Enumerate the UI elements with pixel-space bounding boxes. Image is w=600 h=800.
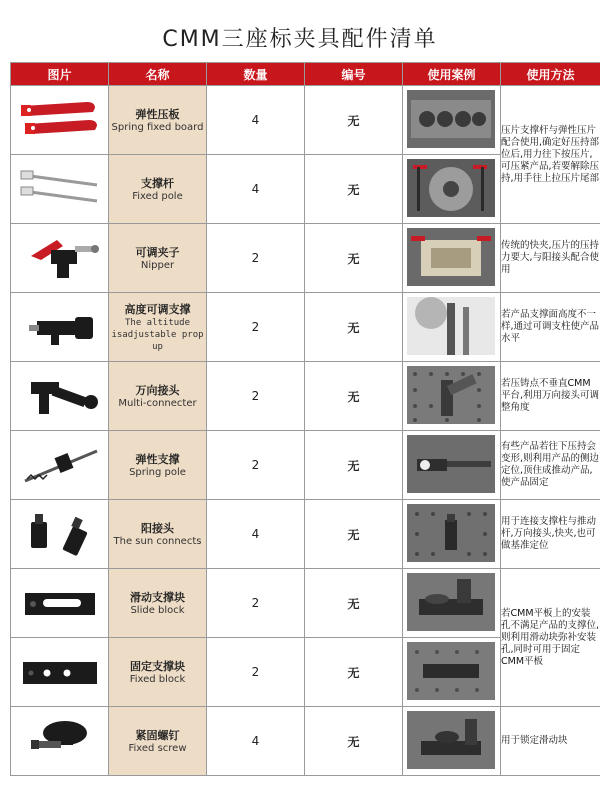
part-quantity: 4 [207, 707, 305, 776]
header-use-case: 使用案例 [403, 63, 501, 86]
part-name-zh: 阳接头 [141, 522, 174, 535]
part-name-cell [109, 362, 207, 431]
header-image: 图片 [11, 63, 109, 86]
part-name-en: The altitude isadjustable prop up [111, 318, 204, 352]
table-row [11, 362, 600, 431]
spring-pole-icon [17, 437, 103, 493]
part-quantity: 2 [207, 293, 305, 362]
part-quantity: 4 [207, 86, 305, 155]
part-method: 用于锁定滑动块 [501, 707, 600, 776]
part-image [11, 500, 109, 569]
sun-connect-icon [17, 506, 103, 562]
part-name-en: Slide block [130, 605, 185, 616]
part-name-cell [109, 293, 207, 362]
part-code: 无 [305, 638, 403, 707]
altitude-prop-icon [17, 299, 103, 355]
parts-table [10, 62, 600, 776]
part-image [11, 362, 109, 431]
spring-clamp-icon [17, 92, 103, 148]
part-name-en: Fixed pole [132, 191, 183, 202]
part-quantity: 4 [207, 155, 305, 224]
table-row [11, 86, 600, 155]
fixed-block-icon [17, 644, 103, 700]
part-quantity: 2 [207, 431, 305, 500]
part-name-zh: 滑动支撑块 [130, 591, 185, 604]
table-row [11, 431, 600, 500]
part-name-zh: 紧固螺钉 [135, 729, 180, 742]
part-name-cell [109, 86, 207, 155]
part-name-en: Spring pole [129, 467, 186, 478]
part-name-zh: 弹性支撑 [135, 453, 180, 466]
part-image [11, 431, 109, 500]
part-name-cell [109, 155, 207, 224]
part-image [11, 155, 109, 224]
use-case-photo [403, 707, 501, 776]
part-name-en: Multi-connecter [118, 398, 197, 409]
table-row [11, 500, 600, 569]
part-method: 用于连接支撑柱与推动杆,万向接头,快夹,也可做基准定位 [501, 500, 600, 569]
part-code: 无 [305, 293, 403, 362]
part-code: 无 [305, 431, 403, 500]
part-name-zh: 固定支撑块 [130, 660, 185, 673]
slide-block-icon [17, 575, 103, 631]
part-code: 无 [305, 707, 403, 776]
part-method: 若压铸点不垂直CMM平台,利用万向接头可调整角度 [501, 362, 600, 431]
part-method: 有些产品若往下压持会变形,则利用产品的侧边定位,顶住成推动产品,使产品固定 [501, 431, 600, 500]
part-name-zh: 高度可调支撑 [124, 303, 191, 316]
header-name: 名称 [109, 63, 207, 86]
part-code: 无 [305, 224, 403, 293]
part-method: 若CMM平板上的安装孔不满足产品的支撑位,则利用滑动块弥补安装孔,同时可用于固定CMM平板 [501, 569, 600, 707]
part-name-cell [109, 638, 207, 707]
use-case-photo [403, 86, 501, 155]
multi-connecter-icon [17, 368, 103, 424]
part-code: 无 [305, 155, 403, 224]
part-name-en: Fixed block [129, 674, 186, 685]
use-case-photo [403, 500, 501, 569]
part-code: 无 [305, 362, 403, 431]
part-code: 无 [305, 500, 403, 569]
part-image [11, 707, 109, 776]
part-name-cell [109, 431, 207, 500]
page-title: CMM三座标夹具配件清单 [162, 27, 438, 52]
nipper-icon [17, 230, 103, 286]
part-quantity: 2 [207, 569, 305, 638]
table-row [11, 707, 600, 776]
part-code: 无 [305, 86, 403, 155]
header-method: 使用方法 [501, 63, 600, 86]
part-name-cell [109, 500, 207, 569]
table-header-row [11, 63, 600, 86]
fixed-screw-icon [17, 713, 103, 769]
part-name-en: Spring fixed board [111, 122, 204, 133]
part-image [11, 86, 109, 155]
header-quantity: 数量 [207, 63, 305, 86]
part-method: 压片支撑杆与弹性压片配合使用,确定好压持部位后,用力往下按压片,可压紧产品,若要解除压持,用手往上拉压片尾部 [501, 86, 600, 224]
pole-icon [17, 161, 103, 217]
part-name-zh: 万向接头 [135, 384, 180, 397]
part-image [11, 638, 109, 707]
part-name-en: Nipper [140, 260, 175, 271]
part-name-zh: 可调夹子 [135, 246, 180, 259]
part-name-cell [109, 569, 207, 638]
part-name-cell [109, 224, 207, 293]
part-quantity: 2 [207, 638, 305, 707]
part-method: 传统的快夹,压片的压持力要大,与阳接头配合使用 [501, 224, 600, 293]
use-case-photo [403, 638, 501, 707]
use-case-photo [403, 155, 501, 224]
part-quantity: 2 [207, 224, 305, 293]
use-case-photo [403, 569, 501, 638]
table-row [11, 293, 600, 362]
part-name-en: Fixed screw [128, 743, 187, 754]
part-method: 若产品支撑面高度不一样,通过可调支柱使产品水平 [501, 293, 600, 362]
part-quantity: 4 [207, 500, 305, 569]
part-image [11, 293, 109, 362]
part-image [11, 224, 109, 293]
table-row [11, 224, 600, 293]
use-case-photo [403, 293, 501, 362]
use-case-photo [403, 431, 501, 500]
part-name-zh: 弹性压板 [135, 108, 180, 121]
header-code: 编号 [305, 63, 403, 86]
part-name-en: The sun connects [113, 536, 202, 547]
part-name-cell [109, 707, 207, 776]
use-case-photo [403, 224, 501, 293]
part-image [11, 569, 109, 638]
use-case-photo [403, 362, 501, 431]
part-code: 无 [305, 569, 403, 638]
table-row [11, 569, 600, 638]
part-name-zh: 支撑杆 [141, 177, 174, 190]
part-quantity: 2 [207, 362, 305, 431]
